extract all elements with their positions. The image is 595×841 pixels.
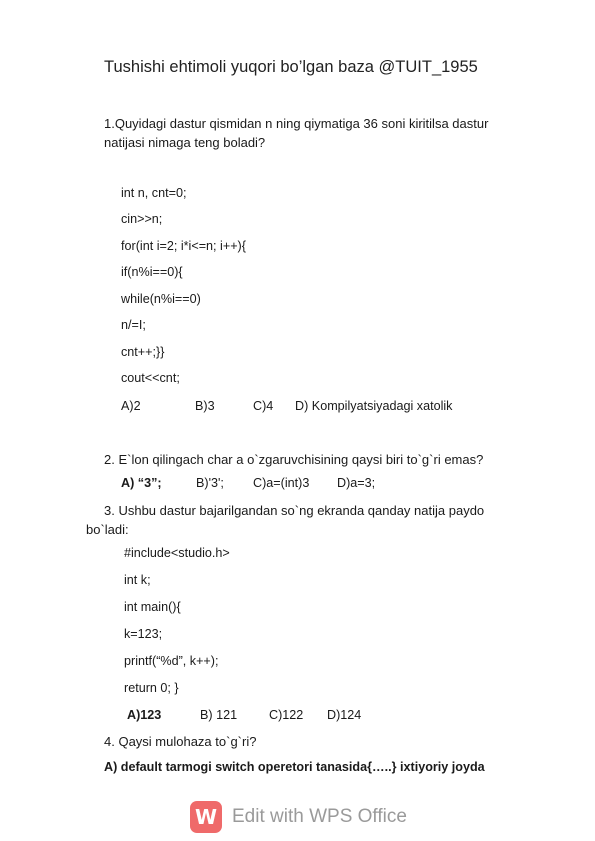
code-line: cnt++;}} bbox=[121, 345, 165, 359]
option-a: A)123 bbox=[127, 708, 162, 722]
code-line: cout<<cnt; bbox=[121, 371, 180, 385]
option-c: C)a=(int)3 bbox=[253, 476, 310, 490]
question-2-text: 2. E`lon qilingach char a o`zgaruvchisining qaysi biri to`g`ri emas? bbox=[104, 452, 484, 467]
wps-edit-banner[interactable] bbox=[190, 800, 407, 834]
question-1-line-2: natijasi nimaga teng boladi? bbox=[104, 135, 266, 150]
option-b: B) 121 bbox=[200, 708, 238, 722]
option-d: D)124 bbox=[327, 708, 362, 722]
code-line: if(n%i==0){ bbox=[121, 265, 183, 279]
code-line: int n, cnt=0; bbox=[121, 186, 187, 200]
code-line: k=123; bbox=[124, 627, 163, 641]
option-d: D) Kompilyatsiyadagi xatolik bbox=[295, 399, 453, 413]
option-b: B)3 bbox=[195, 399, 215, 413]
question-3-line-1: 3. Ushbu dastur bajarilgandan so`ng ekranda qanday natija paydo bbox=[104, 503, 485, 518]
option-a: A) “3”; bbox=[121, 476, 162, 490]
code-line: while(n%i==0) bbox=[121, 292, 201, 306]
wps-logo-icon: W bbox=[190, 801, 222, 833]
code-line: cin>>n; bbox=[121, 212, 163, 226]
code-line: printf(“%d”, k++); bbox=[124, 654, 219, 668]
option-a: A)2 bbox=[121, 399, 141, 413]
option-c: C)122 bbox=[269, 708, 304, 722]
code-line: int k; bbox=[124, 573, 151, 587]
option-d: D)a=3; bbox=[337, 476, 376, 490]
code-line: n/=I; bbox=[121, 318, 146, 332]
question-4-answer: A) default tarmogi switch operetori tanasida{…..} ixtiyoriy joyda bbox=[104, 760, 485, 774]
question-4-text: 4. Qaysi mulohaza to`g`ri? bbox=[104, 734, 257, 749]
page-title: Tushishi ehtimoli yuqori bo’lgan baza @TUIT_1955 bbox=[104, 58, 478, 76]
code-line: int main(){ bbox=[124, 600, 181, 614]
code-line: return 0; } bbox=[124, 681, 179, 695]
wps-edit-label: Edit with WPS Office bbox=[232, 806, 407, 827]
code-line: #include<studio.h> bbox=[124, 546, 230, 560]
option-b: B)'3'; bbox=[196, 476, 224, 490]
question-1-line-1: 1.Quyidagi dastur qismidan n ning qiymatiga 36 soni kiritilsa dastur bbox=[104, 116, 489, 131]
question-3-line-2: bo`ladi: bbox=[86, 522, 129, 537]
code-line: for(int i=2; i*i<=n; i++){ bbox=[121, 239, 246, 253]
option-c: C)4 bbox=[253, 399, 274, 413]
